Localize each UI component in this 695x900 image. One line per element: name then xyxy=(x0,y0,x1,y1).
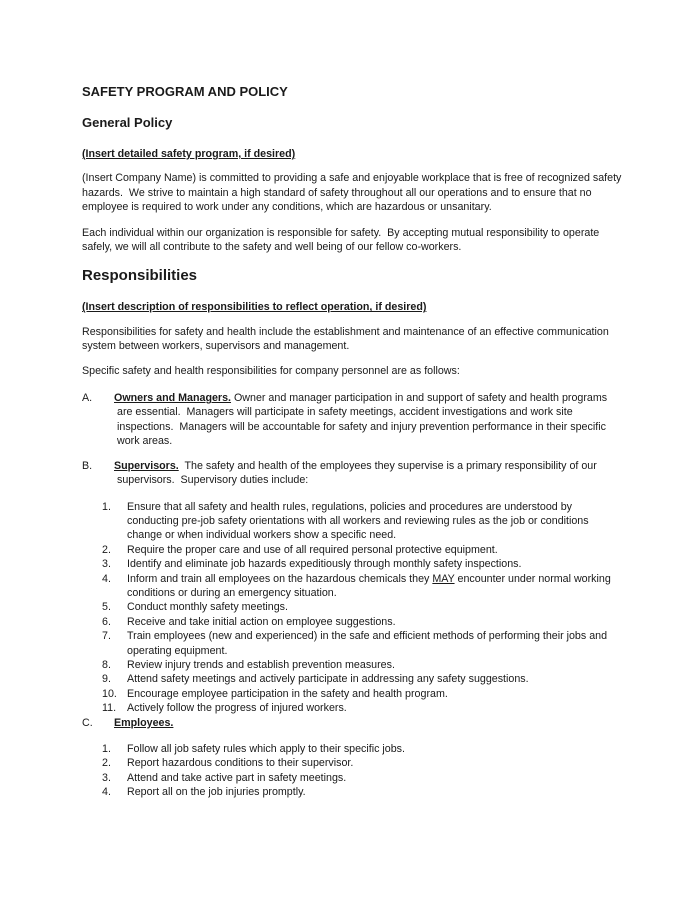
paragraph-responsibilities-intro: Responsibilities for safety and health include the establishment and maintenance of an effective communication system between workers, supervisors and management. xyxy=(82,325,612,353)
duty-number: 5. xyxy=(102,601,111,614)
duty-text: Report hazardous conditions to their supervisor. xyxy=(127,757,354,770)
duty-text: Conduct monthly safety meetings. xyxy=(127,601,288,614)
duty-text: Attend and take active part in safety meetings. xyxy=(127,771,347,784)
duty-number: 6. xyxy=(102,615,111,628)
duty-number: 8. xyxy=(102,658,111,671)
duty-text: Require the proper care and use of all required personal protective equipment. xyxy=(127,543,498,556)
supervisor-duty-item xyxy=(82,658,622,672)
supervisor-duty-item xyxy=(82,672,622,686)
supervisor-duty-item xyxy=(82,600,622,614)
paragraph-individual-responsibility: Each individual within our organization is responsible for safety. By accepting mutual responsibility to operate safely, we will all contribute to the safety and well being of our fellow co-workers. xyxy=(82,226,603,254)
list-item-employees xyxy=(82,716,622,730)
owners-managers-term: Owners and Managers. xyxy=(114,392,232,405)
supervisor-duty-item xyxy=(82,687,622,701)
duty-text: Attend safety meetings and actively participate in addressing any safety suggestions. xyxy=(127,673,529,686)
duty-number: 2. xyxy=(102,543,111,556)
duty-number: 3. xyxy=(102,771,111,784)
duty-number: 11. xyxy=(102,702,117,715)
employee-duty-item xyxy=(82,785,622,799)
document-title: SAFETY PROGRAM AND POLICY xyxy=(82,84,288,99)
duty-text: Follow all job safety rules which apply to their specific jobs. xyxy=(127,743,406,755)
duty-number: 9. xyxy=(102,673,111,686)
paragraph-commitment: (Insert Company Name) is committed to providing a safe and enjoyable workplace that is free of recognized safety hazards. We strive to maintain a high standard of safety throughout all our operations and to ensure that no employee is required to work under any conditions, which are hazardous or unsanitary. xyxy=(82,172,625,214)
letter-label-c: C. xyxy=(82,716,93,729)
insert-note-general: (Insert detailed safety program, if desired) xyxy=(82,148,296,160)
insert-note-responsibilities: (Insert description of responsibilities to reflect operation, if desired) xyxy=(82,301,427,314)
supervisor-duty-item xyxy=(82,543,622,557)
duty-text: Encourage employee participation in the safety and health program. xyxy=(127,687,448,700)
duty-text-after: encounter under normal working conditions or during an emergency situation. xyxy=(127,572,614,599)
letter-label-b: B. xyxy=(82,459,93,472)
list-item-supervisors xyxy=(82,459,622,488)
supervisor-duty-item xyxy=(82,615,622,629)
duty-text: Review injury trends and establish prevention measures. xyxy=(127,658,395,671)
duty-number: 1. xyxy=(102,743,111,755)
letter-label-a: A. xyxy=(82,392,93,405)
employee-duty-item xyxy=(82,742,622,756)
duty-text: Inform and train all employees on the hazardous chemicals they xyxy=(127,572,433,585)
duty-number: 4. xyxy=(102,572,111,585)
duty-number: 4. xyxy=(102,786,111,799)
owners-managers-text: Owner and manager participation in and support of safety and health programs are essential. Managers will participate in safety meetings, accident investigations and work site inspections. Managers will be accountable for safety and injury prevention performance in their specific work areas. xyxy=(117,392,611,448)
employee-duty-item xyxy=(82,756,622,770)
duty-text: Report all on the job injuries promptly. xyxy=(127,786,306,799)
supervisor-duty-item xyxy=(82,557,622,571)
supervisors-term: Supervisors. xyxy=(114,459,179,472)
employee-duties-list xyxy=(82,742,622,800)
duty-text: Actively follow the progress of injured workers. xyxy=(127,702,347,715)
duty-text: Identify and eliminate job hazards expeditiously through monthly safety inspections. xyxy=(127,558,522,571)
supervisors-text: The safety and health of the employees they supervise is a primary responsibility of our supervisors. Supervisory duties include: xyxy=(117,459,600,487)
duty-number: 7. xyxy=(102,630,111,643)
duty-number: 3. xyxy=(102,558,111,571)
duty-number: 2. xyxy=(102,757,111,770)
supervisor-duties-list xyxy=(82,500,622,716)
responsibilities-heading: Responsibilities xyxy=(82,267,198,285)
duty-number: 10. xyxy=(102,687,117,700)
duty-text: Ensure that all safety and health rules, regulations, policies and procedures are understood by conducting pre-job safety orientations with all workers and reviewing rules as the job or conditions change or when individual workers show a specific need. xyxy=(127,500,592,542)
general-policy-heading: General Policy xyxy=(82,115,173,130)
supervisor-duty-item xyxy=(82,500,622,543)
employee-duty-item xyxy=(82,771,622,785)
duty-text: Train employees (new and experienced) in the safe and efficient methods of performing their jobs and operating equipment. xyxy=(127,630,611,657)
supervisor-duty-item xyxy=(82,701,622,715)
supervisor-duty-item xyxy=(82,629,622,658)
duty-number: 1. xyxy=(102,500,111,513)
list-item-owners-managers xyxy=(82,391,622,449)
employees-term: Employees. xyxy=(114,716,174,729)
paragraph-specific-intro: Specific safety and health responsibilities for company personnel are as follows: xyxy=(82,364,460,377)
supervisor-duty-item xyxy=(82,572,622,601)
duty-text: Receive and take initial action on employee suggestions. xyxy=(127,615,396,628)
duty-underlined-word: MAY xyxy=(432,572,455,585)
